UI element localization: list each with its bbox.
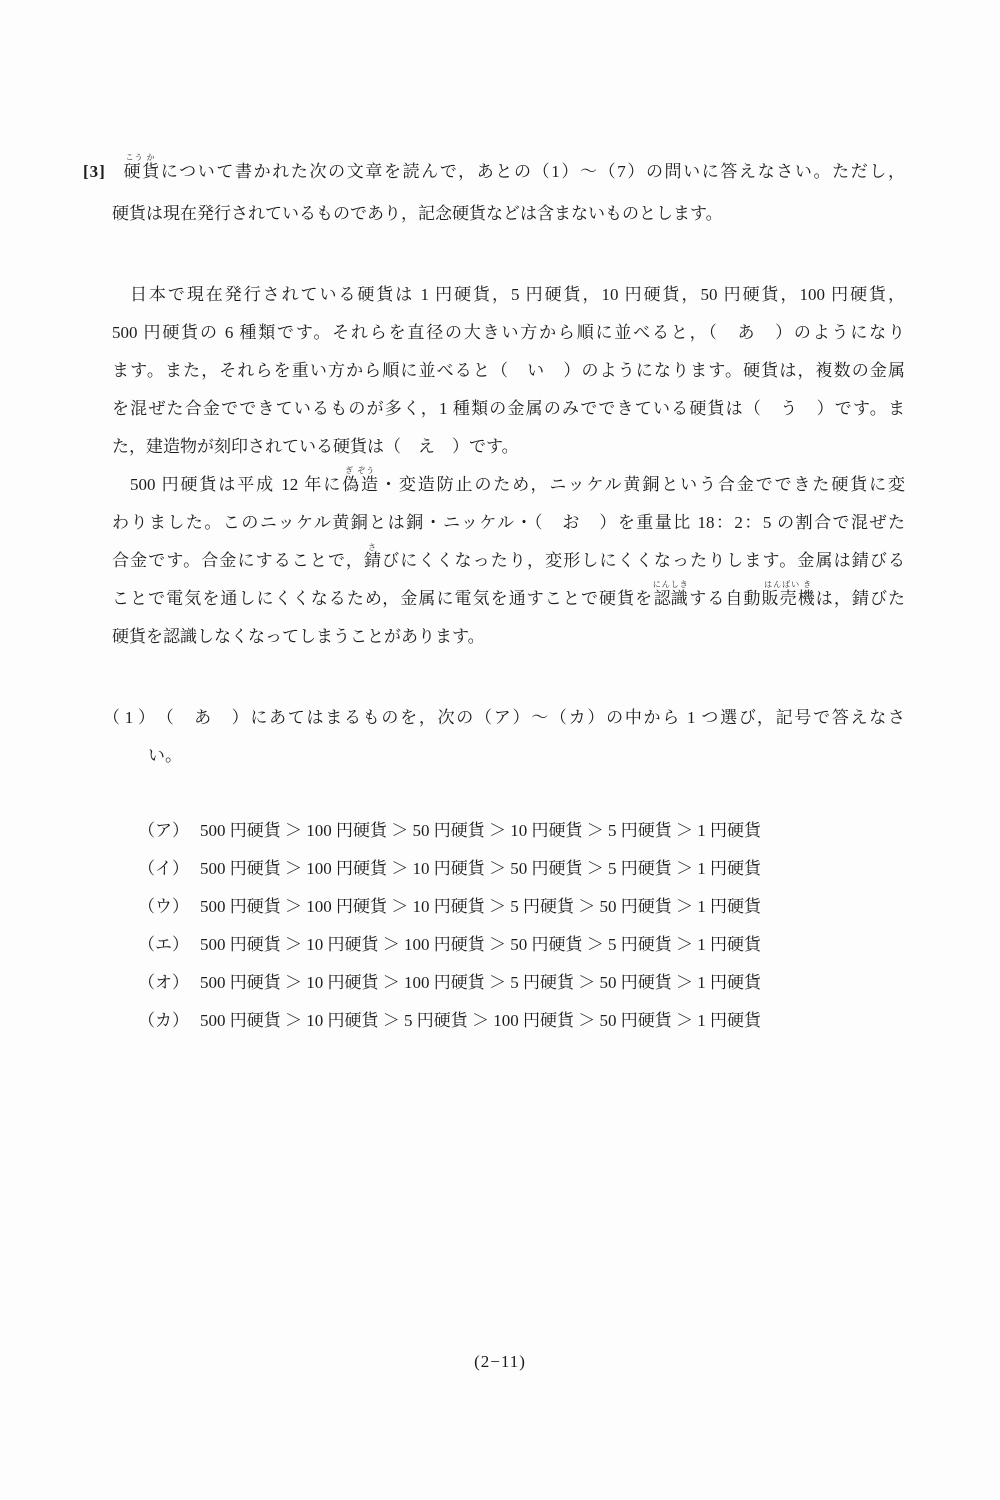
option-row-u — [138, 888, 908, 926]
option-text: 500 円硬貨 ＞ 100 円硬貨 ＞ 50 円硬貨 ＞ 10 円硬貨 ＞ 5 円硬貨 ＞ 1 円硬貨 — [200, 821, 761, 840]
passage-line: 硬貨を認識しなくなってしまうことがあります。 — [112, 627, 485, 646]
page-number-footer: (2−11) — [474, 1352, 526, 1371]
intro-line-1-text: 硬貨こう かについて書かれた次の文章を読んで，あとの（1）～（7）の問いに答えなさい。ただし， — [122, 153, 906, 181]
passage-line: ます。また，それらを重い方から順に並べると（ い ）のようになります。硬貨は，複数の金属 — [112, 361, 905, 380]
problem-number: [3] — [83, 162, 106, 181]
passage-line: を混ぜた合金でできているものが多く，1 種類の金属のみでできている硬貨は（ う ）です。ま — [112, 399, 905, 418]
option-text: 500 円硬貨 ＞ 10 円硬貨 ＞ 100 円硬貨 ＞ 50 円硬貨 ＞ 5 円硬貨 ＞ 1 円硬貨 — [200, 935, 761, 954]
option-text: 500 円硬貨 ＞ 100 円硬貨 ＞ 10 円硬貨 ＞ 5 円硬貨 ＞ 50 円硬貨 ＞ 1 円硬貨 — [200, 897, 761, 916]
option-label: （ウ） — [138, 897, 189, 916]
passage-line: 500 円硬貨は平成 12 年に偽造ぎ ぞう・変造防止のため，ニッケル黄銅という合金でできた硬貨に変 — [130, 466, 906, 494]
problem-intro — [83, 151, 905, 235]
question-1 — [103, 699, 905, 775]
passage-line: た，建造物が刻印されている硬貨は（ え ）です。 — [112, 437, 519, 456]
passage-line: 500 円硬貨の 6 種類です。それらを直径の大きい方から順に並べると，（ あ ）のようになり — [112, 323, 905, 342]
option-label: （カ） — [138, 1011, 189, 1030]
option-label: （イ） — [138, 859, 189, 878]
intro-line-2: 硬貨は現在発行されているものであり，記念硬貨などは含まないものとします。 — [112, 204, 723, 223]
question-1-line-1 — [103, 699, 905, 737]
passage-line: 日本で現在発行されている硬貨は 1 円硬貨，5 円硬貨，10 円硬貨，50 円硬貨，100 円硬貨， — [130, 285, 905, 304]
question-1-number: （1） — [103, 708, 155, 727]
option-row-i — [138, 850, 908, 888]
option-row-ka — [138, 1002, 908, 1040]
intro-line-1 — [83, 151, 905, 193]
option-row-o — [138, 964, 908, 1002]
option-text: 500 円硬貨 ＞ 10 円硬貨 ＞ 5 円硬貨 ＞ 100 円硬貨 ＞ 50 円硬貨 ＞ 1 円硬貨 — [200, 1011, 761, 1030]
passage-line: ことで電気を通しにくくなるため，金属に電気を通すことで硬貨を認識にんしきする自動販売機はんばい きは，錆びた — [112, 580, 906, 608]
passage — [112, 276, 905, 656]
option-label: （オ） — [138, 973, 189, 992]
question-1-line-2: い。 — [148, 746, 182, 765]
question-1-text: （ あ ）にあてはまるものを，次の（ア）～（カ）の中から 1 つ選び，記号で答えなさ — [155, 708, 905, 727]
passage-line: わりました。このニッケル黄銅とは銅・ニッケル・（ お ）を重量比 18：2：5 の割合で混ぜた — [112, 513, 905, 532]
option-text: 500 円硬貨 ＞ 100 円硬貨 ＞ 10 円硬貨 ＞ 50 円硬貨 ＞ 5 円硬貨 ＞ 1 円硬貨 — [200, 859, 761, 878]
option-row-a — [138, 812, 908, 850]
passage-line: 合金です。合金にすることで，錆さびにくくなったり，変形しにくくなったりします。金属は錆びる — [112, 543, 906, 570]
option-text: 500 円硬貨 ＞ 10 円硬貨 ＞ 100 円硬貨 ＞ 5 円硬貨 ＞ 50 円硬貨 ＞ 1 円硬貨 — [200, 973, 761, 992]
answer-options — [138, 812, 908, 1040]
option-label: （エ） — [138, 935, 189, 954]
option-label: （ア） — [138, 821, 189, 840]
option-row-e — [138, 926, 908, 964]
